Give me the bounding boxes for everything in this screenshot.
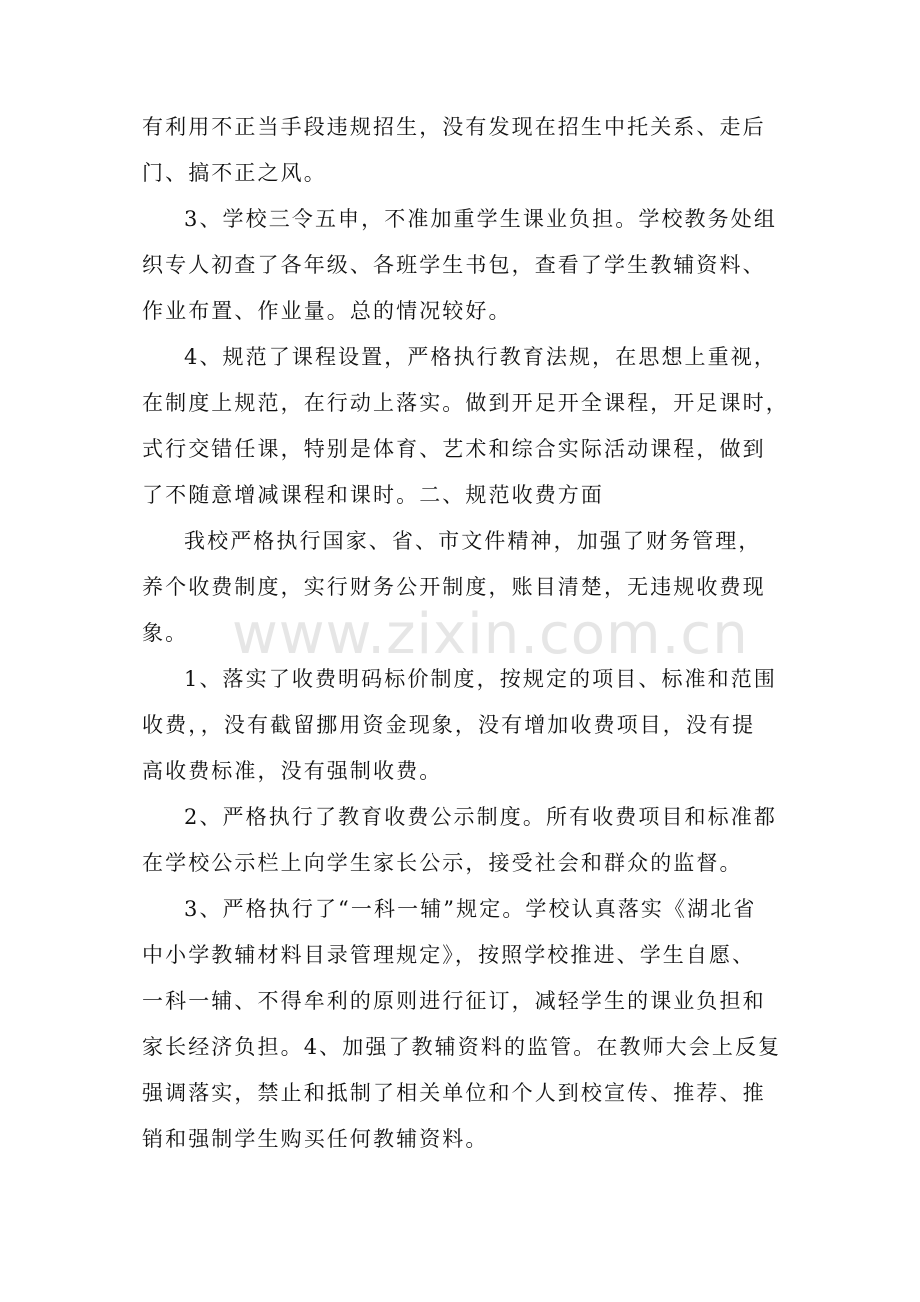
text-line: 式行交错任课，特别是体育、艺术和综合实际活动课程，做到 <box>142 437 766 461</box>
text-line: 收费，，没有截留挪用资金现象，没有增加收费项目，没有提 <box>142 713 756 737</box>
text-line: 一科一辅、不得牟利的原则进行征订，减轻学生的课业负担和 <box>142 989 766 1013</box>
document-body <box>142 104 802 1162</box>
text-line: 销和强制学生购买任何教辅资料。 <box>142 1127 489 1151</box>
text-line: 家长经济负担。4、加强了教辅资料的监管。在教师大会上反复 <box>142 1035 782 1059</box>
text-line: 3、严格执行了“一科一辅”规定。学校认真落实《湖北省 <box>184 897 757 921</box>
text-line: 养个收费制度，实行财务公开制度，账目清楚，无违规收费现 <box>142 575 766 599</box>
text-line: 有利用不正当手段违规招生，没有发现在招生中托关系、走后 <box>142 115 766 139</box>
text-line: 中小学教辅材料目录管理规定》，按照学校推进、学生自愿、 <box>142 943 756 967</box>
text-line: 在制度上规范，在行动上落实。做到开足开全课程，开足课时， <box>142 391 789 415</box>
text-line: 3、学校三令五申，不准加重学生课业负担。学校教务处组 <box>184 207 777 231</box>
text-line: 了不随意增减课程和课时。二、规范收费方面 <box>142 483 604 507</box>
text-line: 高收费标准，没有强制收费。 <box>142 759 443 783</box>
watermark: www.zixin.com.cn <box>232 602 749 667</box>
text-line: 作业布置、作业量。总的情况较好。 <box>142 299 512 323</box>
text-line: 1、落实了收费明码标价制度，按规定的项目、标准和范围 <box>184 667 777 691</box>
text-line: 强调落实，禁止和抵制了相关单位和个人到校宣传、推荐、推 <box>142 1081 766 1105</box>
text-line: 象。 <box>142 621 189 645</box>
text-line: 在学校公示栏上向学生家长公示，接受社会和群众的监督。 <box>142 851 743 875</box>
text-line: 织专人初查了各年级、各班学生书包，查看了学生教辅资料、 <box>142 253 766 277</box>
text-line: 门、搞不正之风。 <box>142 161 327 185</box>
text-line: 2、严格执行了教育收费公示制度。所有收费项目和标准都 <box>184 805 777 829</box>
text-line: 我校严格执行国家、省、市文件精神，加强了财务管理， <box>184 529 762 553</box>
text-line: 4、规范了课程设置，严格执行教育法规，在思想上重视， <box>184 345 777 369</box>
